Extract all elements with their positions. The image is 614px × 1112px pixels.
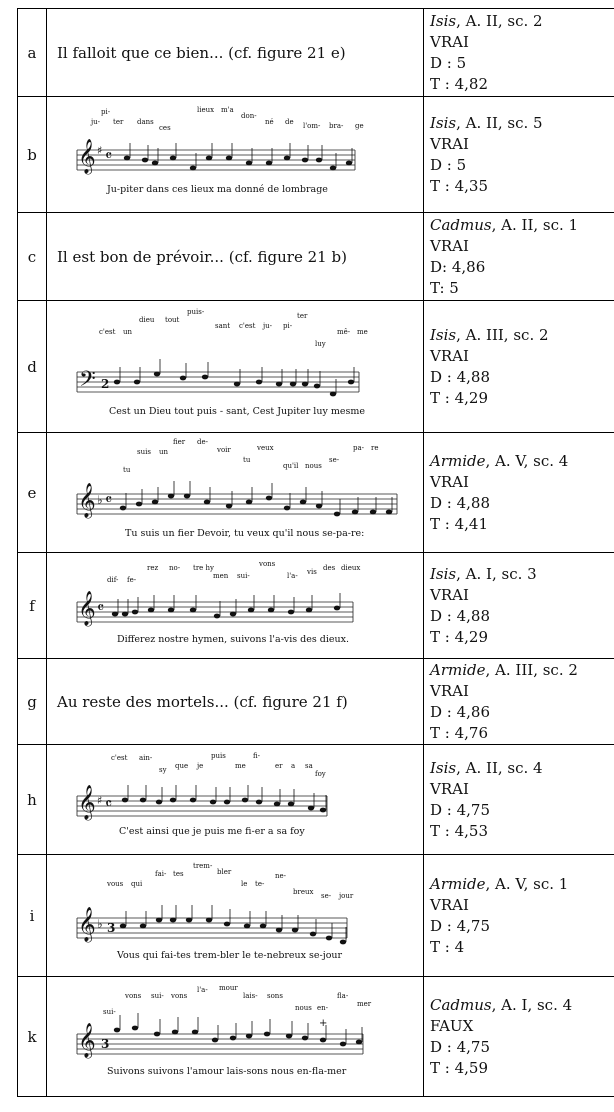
notes [114, 359, 354, 396]
svg-text:se-: se- [329, 455, 340, 464]
svg-text:en-: en- [317, 1003, 329, 1012]
row-info: Isis, A. I, sc. 3 VRAI D : 4,88 T : 4,29 [424, 553, 614, 659]
note [288, 801, 294, 806]
svg-text:te-: te- [255, 879, 265, 888]
music-example [47, 978, 423, 1096]
svg-text:ju-: ju- [263, 321, 273, 330]
notes [122, 785, 326, 812]
note [190, 165, 196, 170]
svg-text:𝄢: 𝄢 [79, 366, 96, 397]
row-label: d [18, 301, 47, 433]
table-row [18, 855, 614, 977]
syllable: bra- [329, 121, 344, 130]
note [170, 797, 176, 802]
note [192, 1029, 198, 1034]
note [302, 381, 308, 386]
syllable: m'a [221, 105, 234, 114]
note [302, 157, 308, 162]
note [168, 607, 174, 612]
note [246, 160, 252, 165]
note [316, 157, 322, 162]
music-example [47, 98, 423, 212]
svg-text:le: le [241, 879, 248, 888]
music-example [47, 746, 423, 854]
note [268, 607, 274, 612]
svg-text:vons: vons [259, 559, 276, 568]
svg-text:vous: vous [107, 879, 124, 888]
note [348, 379, 354, 384]
note [234, 381, 240, 386]
svg-text:tre hy: tre hy [193, 563, 214, 572]
note [244, 923, 250, 928]
note [154, 371, 160, 376]
syllable: dans [137, 117, 154, 126]
note [266, 160, 272, 165]
svg-text:𝄞: 𝄞 [78, 906, 96, 942]
lyrics: Ju-piter dans ces lieux ma donné de lombrage [107, 183, 328, 195]
svg-text:sui-: sui- [151, 991, 164, 1000]
verdict: VRAI [430, 472, 469, 491]
svg-text:𝄞: 𝄞 [78, 482, 96, 518]
svg-text:voir: voir [217, 445, 231, 454]
svg-text:nous: nous [295, 1003, 312, 1012]
note [314, 383, 320, 388]
syllable: ju- [91, 117, 101, 126]
svg-text:que: que [175, 761, 189, 770]
note [190, 607, 196, 612]
note [226, 155, 232, 160]
staff [77, 150, 355, 170]
row-label: g [18, 659, 47, 745]
svg-text:je: je [197, 761, 204, 770]
svg-text:2: 2 [101, 376, 110, 391]
svg-text:des: des [323, 563, 336, 572]
row-reference: Il falloit que ce bien... (cf. figure 21 e) [47, 9, 424, 97]
svg-text:fier: fier [173, 437, 186, 446]
svg-text:jour: jour [339, 891, 354, 900]
note [186, 917, 192, 922]
note [246, 1033, 252, 1038]
syllable: lieux [197, 105, 215, 114]
svg-text:puis: puis [211, 751, 226, 760]
svg-text:3: 3 [101, 1036, 110, 1051]
note [316, 503, 322, 508]
row-info: Isis, A. III, sc. 2 VRAI D : 4,88 T : 4,29 [424, 301, 614, 433]
note [356, 1039, 362, 1044]
svg-text:♭: ♭ [97, 492, 103, 507]
svg-text:de-: de- [197, 437, 208, 446]
note [320, 807, 326, 812]
note [266, 495, 272, 500]
note [152, 499, 158, 504]
row-label: c [18, 213, 47, 301]
svg-text:𝄴: 𝄴 [105, 145, 113, 165]
note [132, 1025, 138, 1030]
svg-text:fi-: fi- [253, 751, 261, 760]
note [156, 799, 162, 804]
syllable: don- [241, 111, 257, 120]
table-row: c Il est bon de prévoir... (cf. figure 21 b) Cadmus, A. II, sc. 1 VRAI D: 4,86 T: 5 [18, 213, 614, 301]
svg-text:l'a-: l'a- [197, 985, 208, 994]
note [352, 509, 358, 514]
note [112, 611, 118, 616]
table-row [18, 553, 614, 659]
row-label: a [18, 9, 47, 97]
note [288, 609, 294, 614]
note [212, 1037, 218, 1042]
table-row [18, 9, 614, 97]
svg-text:men: men [213, 571, 229, 580]
svg-text:l'a-: l'a- [287, 571, 298, 580]
notes [112, 593, 340, 618]
note [224, 921, 230, 926]
note [206, 155, 212, 160]
note [256, 799, 262, 804]
verdict: VRAI [430, 585, 469, 604]
svg-text:pa-: pa- [353, 443, 365, 452]
svg-text:trem-: trem- [193, 861, 213, 870]
note [180, 375, 186, 380]
note [114, 1027, 120, 1032]
note [346, 160, 352, 165]
note [310, 931, 316, 936]
note [170, 917, 176, 922]
svg-text:♯: ♯ [97, 143, 103, 157]
verdict: VRAI [430, 236, 469, 255]
note [206, 917, 212, 922]
svg-text:C'est ainsi que je puis me fi-: C'est ainsi que je puis me fi-er a sa foy [119, 825, 305, 837]
table-row [18, 745, 614, 855]
note [276, 381, 282, 386]
note [120, 923, 126, 928]
table-row [18, 301, 614, 433]
note [284, 505, 290, 510]
note [340, 939, 346, 944]
svg-text:sa: sa [305, 761, 313, 770]
svg-text:𝄞: 𝄞 [78, 1022, 96, 1058]
svg-text:Differez nostre hymen, suivons: Differez nostre hymen, suivons l'a-vis des dieux. [117, 633, 349, 645]
svg-text:sons: sons [267, 991, 283, 1000]
svg-text:vons: vons [171, 991, 188, 1000]
svg-text:c'est: c'est [99, 327, 116, 336]
note [170, 155, 176, 160]
svg-text:sui-: sui- [103, 1007, 116, 1016]
svg-text:vons: vons [125, 991, 142, 1000]
verdict: VRAI [430, 32, 469, 51]
syllable: né [265, 117, 274, 126]
svg-text:𝄞: 𝄞 [78, 590, 96, 626]
notes [124, 143, 352, 170]
svg-text:me: me [357, 327, 368, 336]
note [334, 511, 340, 516]
note [120, 505, 126, 510]
note [172, 1029, 178, 1034]
music-example [47, 434, 423, 552]
svg-text:dif-: dif- [107, 575, 119, 584]
svg-text:sui-: sui- [237, 571, 250, 580]
verdict: VRAI [430, 134, 469, 153]
row-label: k [18, 977, 47, 1097]
svg-text:no-: no- [169, 563, 181, 572]
svg-text:♭: ♭ [97, 916, 103, 931]
note [122, 797, 128, 802]
notes [120, 905, 346, 944]
svg-text:fai-: fai- [155, 869, 167, 878]
svg-text:c'est: c'est [111, 753, 128, 762]
svg-text:+: + [319, 1017, 328, 1029]
staff [77, 1034, 363, 1054]
note [154, 1031, 160, 1036]
svg-text:dieu: dieu [139, 315, 155, 324]
svg-text:mer: mer [357, 999, 372, 1008]
svg-text:puis-: puis- [187, 307, 205, 316]
svg-text:𝄞: 𝄞 [78, 784, 96, 820]
note [190, 797, 196, 802]
music-example [47, 554, 423, 658]
svg-text:3: 3 [107, 920, 116, 935]
svg-text:bler: bler [217, 867, 232, 876]
note [242, 797, 248, 802]
svg-text:er: er [275, 761, 283, 770]
svg-text:tu: tu [123, 465, 131, 474]
syllable: ces [159, 123, 171, 132]
syllable: de [285, 117, 294, 126]
row-label: e [18, 433, 47, 553]
svg-text:𝄞: 𝄞 [78, 138, 96, 174]
note [330, 391, 336, 396]
note [302, 1035, 308, 1040]
note [140, 797, 146, 802]
svg-text:♯: ♯ [97, 793, 103, 807]
note [292, 927, 298, 932]
note [326, 935, 332, 940]
note [300, 499, 306, 504]
verdict: VRAI [430, 895, 469, 914]
note [134, 379, 140, 384]
music-example [47, 856, 423, 976]
note [152, 160, 158, 165]
verdict: FAUX [430, 1016, 474, 1035]
verdict: VRAI [430, 346, 469, 365]
note [274, 801, 280, 806]
row-info: Armide, A. V, sc. 4 VRAI D : 4,88 T : 4,41 [424, 433, 614, 553]
svg-text:nous: nous [305, 461, 322, 470]
note [308, 805, 314, 810]
row-info: Cadmus, A. II, sc. 1 VRAI D: 4,86 T: 5 [424, 213, 614, 301]
svg-text:tu: tu [243, 455, 251, 464]
note [210, 799, 216, 804]
note [286, 1033, 292, 1038]
svg-text:foy: foy [315, 769, 326, 778]
note [320, 1037, 326, 1042]
row-label: b [18, 97, 47, 213]
svg-text:veux: veux [257, 443, 274, 452]
svg-text:ter: ter [297, 311, 308, 320]
svg-text:𝄴: 𝄴 [105, 793, 113, 813]
svg-text:lais-: lais- [243, 991, 258, 1000]
syllable: ge [355, 121, 364, 130]
svg-text:rez: rez [147, 563, 159, 572]
note [140, 923, 146, 928]
syllable: ter [113, 117, 124, 126]
note [386, 509, 392, 514]
row-info: Isis, A. II, sc. 4 VRAI D : 4,75 T : 4,53 [424, 745, 614, 855]
row-label: h [18, 745, 47, 855]
note [284, 155, 290, 160]
svg-text:𝄴: 𝄴 [97, 597, 105, 617]
table-row [18, 97, 614, 213]
row-label: f [18, 553, 47, 659]
svg-text:pi-: pi- [283, 321, 293, 330]
row-info: Isis, A. II, sc. 2 VRAI D : 5 T : 4,82 [424, 9, 614, 97]
note [214, 613, 220, 618]
svg-text:se-: se- [321, 891, 332, 900]
svg-text:a: a [291, 761, 296, 770]
row-info: Armide, A. III, sc. 2 VRAI D : 4,86 T : 4,76 [424, 659, 614, 745]
note [168, 493, 174, 498]
svg-text:ne-: ne- [275, 871, 287, 880]
note [136, 501, 142, 506]
svg-text:Cest un Dieu tout puis - sant,: Cest un Dieu tout puis - sant, Cest Jupiter luy mesme [109, 405, 365, 417]
table-row [18, 433, 614, 553]
svg-text:breux: breux [293, 887, 314, 896]
svg-text:tes: tes [173, 869, 184, 878]
note [306, 607, 312, 612]
table-row [18, 977, 614, 1097]
verdict: VRAI [430, 681, 469, 700]
note [248, 607, 254, 612]
note [114, 379, 120, 384]
table-row: g Au reste des mortels... (cf. figure 21 f) Armide, A. III, sc. 2 VRAI D : 4,86 T : 4,76 [18, 659, 614, 745]
note [204, 499, 210, 504]
svg-text:me: me [235, 761, 246, 770]
svg-text:c'est: c'est [239, 321, 256, 330]
svg-text:fla-: fla- [337, 991, 349, 1000]
svg-text:Tu suis un fier Devoir, tu veu: Tu suis un fier Devoir, tu veux qu'il nous se-pa-re: [125, 527, 365, 539]
svg-text:𝄴: 𝄴 [105, 489, 113, 509]
syllable: l'om- [303, 121, 321, 130]
note [370, 509, 376, 514]
row-label: i [18, 855, 47, 977]
note [276, 927, 282, 932]
svg-text:tout: tout [165, 315, 180, 324]
note [290, 381, 296, 386]
note [330, 165, 336, 170]
note [122, 611, 128, 616]
note [340, 1041, 346, 1046]
music-example [47, 302, 423, 432]
svg-text:qu'il: qu'il [283, 461, 299, 470]
note [264, 1031, 270, 1036]
svg-text:ain-: ain- [139, 753, 153, 762]
staff [77, 494, 397, 514]
note [260, 923, 266, 928]
staff [77, 918, 347, 938]
svg-text:mê-: mê- [337, 327, 351, 336]
row-info: Armide, A. V, sc. 1 VRAI D : 4,75 T : 4 [424, 855, 614, 977]
svg-text:luy: luy [315, 339, 326, 348]
row-info: Cadmus, A. I, sc. 4 FAUX D : 4,75 T : 4,59 [424, 977, 614, 1097]
svg-text:sant: sant [215, 321, 231, 330]
note [230, 611, 236, 616]
svg-text:Vous qui fai-tes trem-bler le: Vous qui fai-tes trem-bler le te-nebreux se-jour [117, 949, 343, 961]
syllable: pi- [101, 107, 111, 116]
note [246, 499, 252, 504]
svg-text:vis: vis [307, 567, 317, 576]
note [184, 493, 190, 498]
svg-text:mour: mour [219, 983, 238, 992]
note [224, 799, 230, 804]
svg-text:suis: suis [137, 447, 151, 456]
note [230, 1035, 236, 1040]
note [124, 155, 130, 160]
row-info: Isis, A. II, sc. 5 VRAI D : 5 T : 4,35 [424, 97, 614, 213]
note [202, 374, 208, 379]
note [334, 605, 340, 610]
svg-text:re: re [371, 443, 379, 452]
note [132, 609, 138, 614]
analysis-table [17, 8, 614, 1097]
svg-text:Suivons suivons l'amour lais-s: Suivons suivons l'amour lais-sons nous en-fla-mer [107, 1065, 347, 1077]
svg-text:un: un [159, 447, 169, 456]
note [256, 379, 262, 384]
svg-text:fe-: fe- [127, 575, 137, 584]
note [142, 157, 148, 162]
verdict: VRAI [430, 779, 469, 798]
note [226, 503, 232, 508]
svg-text:un: un [123, 327, 133, 336]
svg-text:qui: qui [131, 879, 143, 888]
note [156, 917, 162, 922]
svg-text:sy: sy [159, 765, 167, 774]
svg-text:dieux: dieux [341, 563, 361, 572]
note [148, 607, 154, 612]
